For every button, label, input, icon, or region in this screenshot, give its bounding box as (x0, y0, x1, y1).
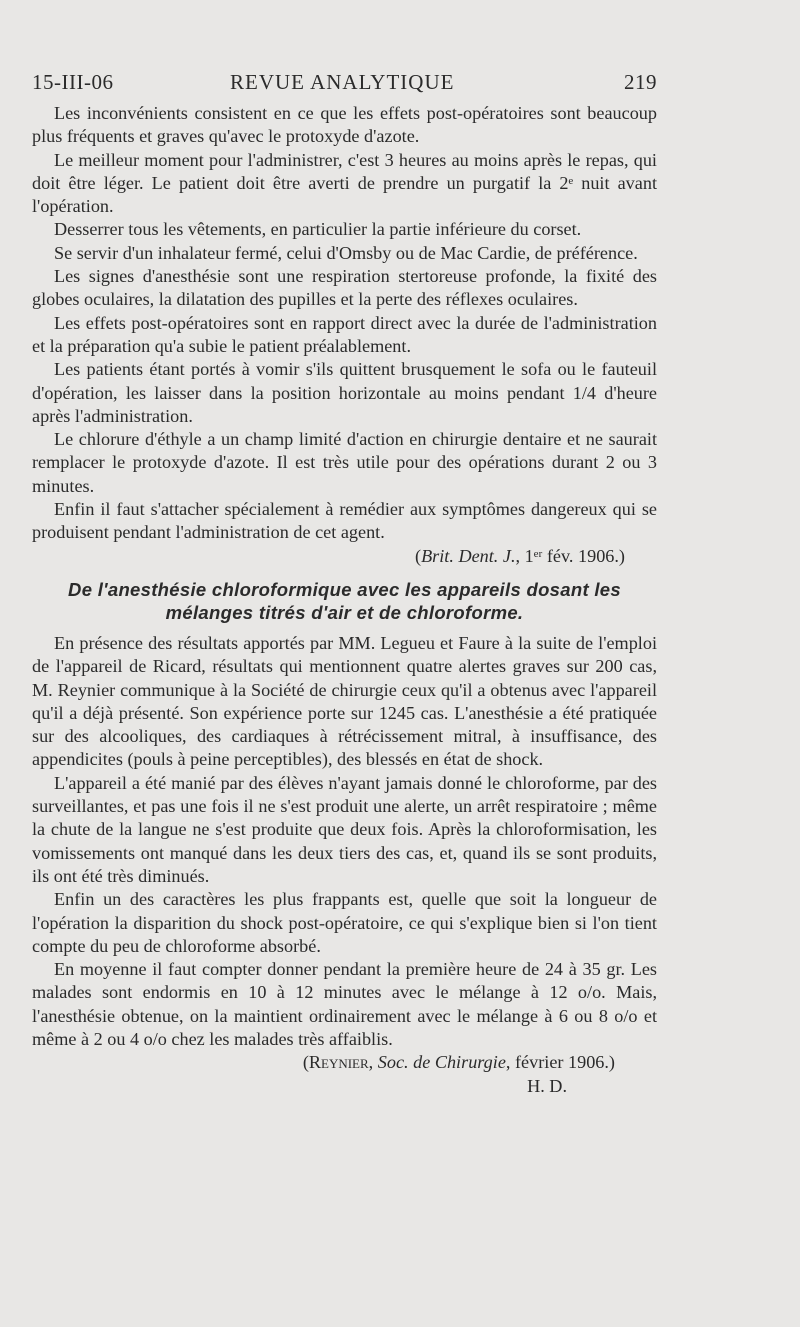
citation-date: , février 1906.) (505, 1052, 615, 1073)
header-page-number: 219 (624, 70, 657, 94)
citation-source: Brit. Dent. J. (421, 545, 516, 566)
header-journal-title: REVUE ANALYTIQUE (230, 70, 455, 94)
paragraph: Le chlorure d'éthyle a un champ limité d'action en chirurgie dentaire et ne saurait remplacer le protoxyde d'azote. Il est très utile pour des opérations durant 2 ou 3 minutes. (32, 429, 657, 496)
section-title-line: mélanges titrés d'air et de chloroforme. (165, 601, 524, 623)
paragraph: Les signes d'anesthésie sont une respiration stertoreuse profonde, la fixité des globes oculaires, la dilatation des pupilles et la perte des réflexes oculaires. (32, 266, 657, 310)
citation-date: , 1ᵉʳ fév. 1906.) (515, 545, 625, 566)
running-header (32, 70, 657, 100)
paragraph: L'appareil a été manié par des élèves n'ayant jamais donné le chloroforme, par des surveillantes, et pas une fois il ne s'est produit une alerte, un arrêt respiratoire ; même la chute de la langue ne s'est produite que deux fois. Après la chloroformisation, les vomissements ont manqué dans les deux tiers des cas, et, quand ils se sont produits, ils ont été très diminués. (32, 772, 657, 886)
paragraph: En présence des résultats apportés par MM. Legueu et Faure à la suite de l'emploi de l'appareil de Ricard, résultats qui mentionnent quatre alertes graves sur 200 cas, M. Reynier communique à la Société de chirurgie ceux qu'il a obtenus avec l'appareil qu'il a déjà présenté. Son expérience porte sur 1245 cas. L'anesthésie a été pratiquée sur des alcooliques, des cardiaques à rétrécissement mitral, à insuffisance, des appendicites (pouls à peine perceptibles), des blessés en état de shock. (32, 632, 657, 770)
section-title (32, 578, 657, 624)
page-body (32, 102, 657, 1098)
paragraph: Enfin un des caractères les plus frappants est, quelle que soit la longueur de l'opération la disparition du shock post-opératoire, ce qui s'explique bien si l'on tient compte du peu de chloroforme absorbé. (32, 889, 657, 956)
paragraph: Se servir d'un inhalateur fermé, celui d'Omsby ou de Mac Cardie, de préférence. (54, 242, 638, 263)
citation-open: ( (415, 545, 422, 566)
author-signature: H. D. (527, 1075, 567, 1096)
citation-source: Soc. de Chirurgie (377, 1052, 506, 1073)
paragraph: Desserrer tous les vêtements, en particulier la partie inférieure du corset. (54, 219, 582, 240)
citation-author: Reynier (308, 1052, 369, 1073)
paragraph: Les inconvénients consistent en ce que les effets post-opératoires sont beaucoup plus fréquents et graves qu'avec le protoxyde d'azote. (32, 103, 657, 147)
section-title-line: De l'anesthésie chloroformique avec les appareils dosant les (68, 578, 621, 600)
paragraph: Le meilleur moment pour l'administrer, c'est 3 heures au moins après le repas, qui doit être léger. Le patient doit être averti de prendre un purgatif la 2ᵉ nuit avant l'opération. (32, 149, 657, 217)
paragraph: Les effets post-opératoires sont en rapport direct avec la durée de l'administration et la préparation qu'a subie le patient préalablement. (32, 312, 657, 356)
paragraph: Les patients étant portés à vomir s'ils quittent brusquement le sofa ou le fauteuil d'opération, les laisser dans la position horizontale au moins pendant 1/4 d'heure après l'administration. (32, 359, 657, 426)
paragraph: Enfin il faut s'attacher spécialement à remédier aux symptômes dangereux qui se produisent pendant l'administration de cet agent. (32, 499, 657, 543)
paragraph: En moyenne il faut compter donner pendant la première heure de 24 à 35 gr. Les malades sont endormis en 10 à 12 minutes avec le mélange à 12 o/o. Mais, l'anesthésie obtenue, on la maintient ordinairement avec le mélange à 6 ou 8 o/o et même à 2 ou 4 o/o chez les malades très affaiblis. (32, 959, 657, 1049)
citation (32, 1051, 657, 1074)
header-date: 15-III-06 (32, 70, 114, 94)
citation (32, 545, 657, 568)
citation-open: ( (302, 1052, 309, 1073)
citation-separator: , (368, 1052, 378, 1073)
